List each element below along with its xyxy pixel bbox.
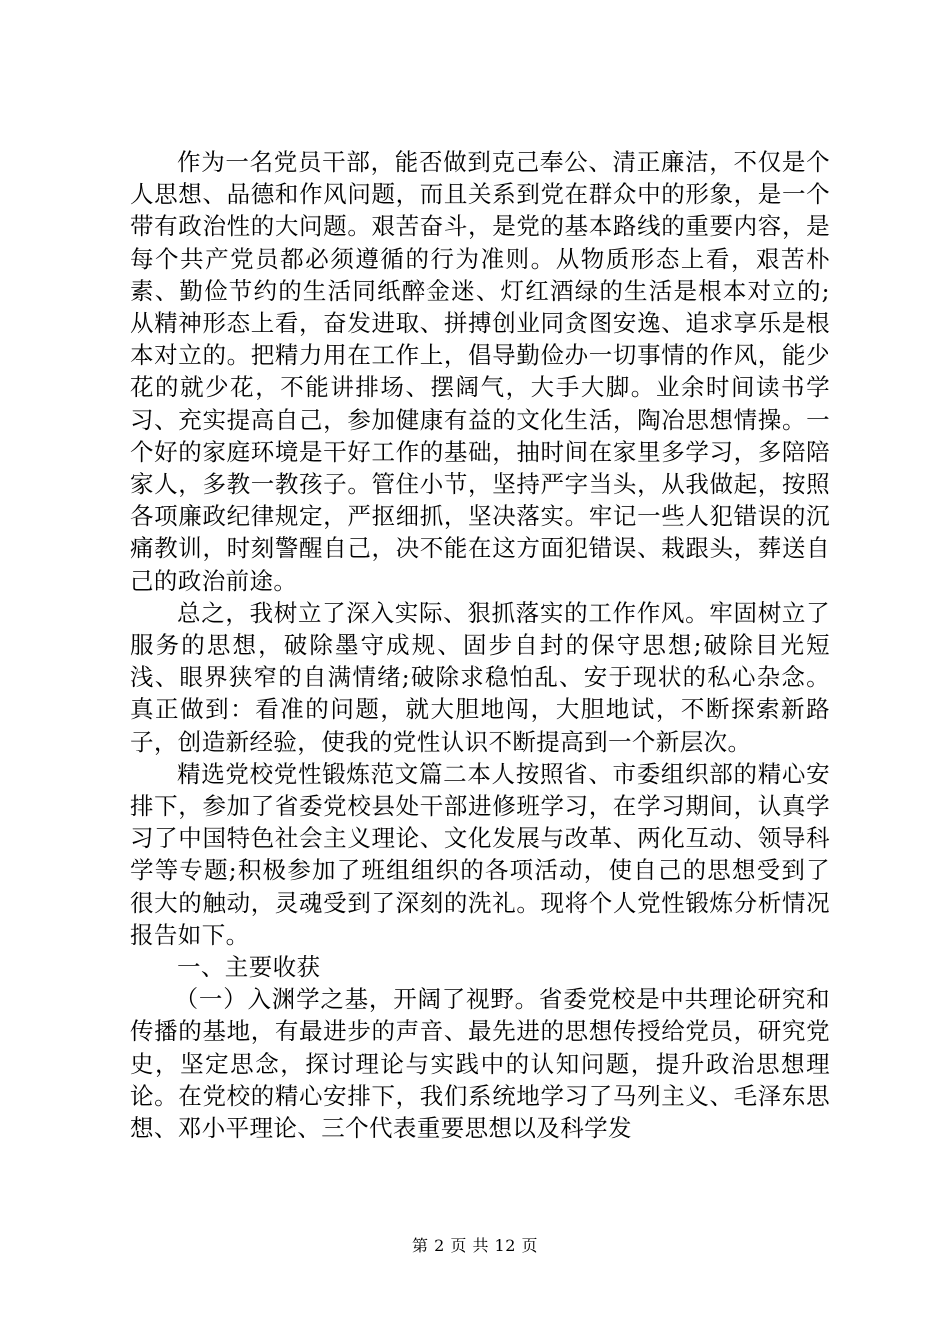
section-heading-main-gains: 一、主要收获 bbox=[177, 953, 321, 982]
paragraph-party-school-report: 精选党校党性锻炼范文篇二本人按照省、市委组织部的精心安排下，参加了省委党校县处干部进修班学习，在学习期间，认真学习了中国特色社会主义理论、文化发展与改革、两化互动、领导科学等专题;积极参加了班组组织的各项活动，使自己的思想受到了很大的触动，灵魂受到了深刻的洗礼。现将个人党性锻炼分析情况报告如下。 bbox=[130, 759, 830, 949]
document-body bbox=[130, 146, 830, 1144]
page-number-footer: 第 2 页 共 12 页 bbox=[412, 1236, 538, 1255]
paragraph-work-style: 总之，我树立了深入实际、狠抓落实的工作作风。牢固树立了服务的思想，破除墨守成规、固步自封的保守思想;破除目光短浅、眼界狭窄的自满情绪;破除求稳怕乱、安于现状的私心杂念。真正做到：看准的问题，就大胆地闯，大胆地试，不断探索新路子，创造新经验，使我的党性认识不断提高到一个新层次。 bbox=[130, 598, 830, 756]
paragraph-integrity: 作为一名党员干部，能否做到克己奉公、清正廉洁，不仅是个人思想、品德和作风问题，而且关系到党在群众中的形象，是一个带有政治性的大问题。艰苦奋斗，是党的基本路线的重要内容，是每个共产党员都必须遵循的行为准则。从物质形态上看，艰苦朴素、勤俭节约的生活同纸醉金迷、灯红酒绿的生活是根本对立的;从精神形态上看，奋发进取、拼搏创业同贪图安逸、追求享乐是根本对立的。把精力用在工作上，倡导勤俭办一切事情的作风，能少花的就少花，不能讲排场、摆阔气，大手大脚。业余时间读书学习、充实提高自己，参加健康有益的文化生活，陶冶思想情操。一个好的家庭环境是干好工作的基础，抽时间在家里多学习，多陪陪家人，多教一教孩子。管住小节，坚持严字当头，从我做起，按照各项廉政纪律规定，严抠细抓，坚决落实。牢记一些人犯错误的沉痛教训，时刻警醒自己，决不能在这方面犯错误、栽跟头，葬送自己的政治前途。 bbox=[130, 148, 830, 595]
paragraph-gain-one: （一）入渊学之基，开阔了视野。省委党校是中共理论研究和传播的基地，有最进步的声音、最先进的思想传授给党员，研究党史，坚定思念，探讨理论与实践中的认知问题，提升政治思想理论。在党校的精心安排下，我们系统地学习了马列主义、毛泽东思想、邓小平理论、三个代表重要思想以及科学发 bbox=[130, 985, 830, 1143]
